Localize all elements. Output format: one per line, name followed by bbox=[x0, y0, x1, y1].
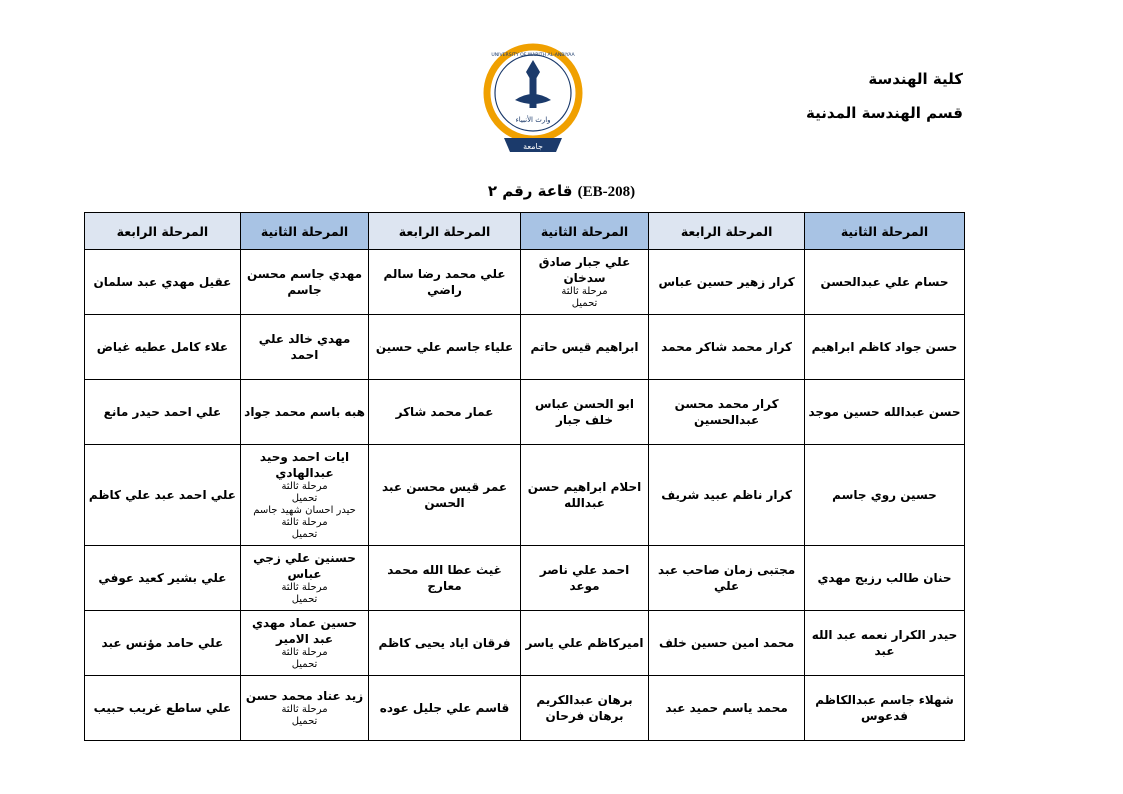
student-name: حسام علي عبدالحسن bbox=[820, 275, 949, 289]
student-name: شهلاء جاسم عبدالكاظم فدعوس bbox=[815, 693, 954, 723]
student-name: احلام ابراهيم حسن عبدالله bbox=[527, 480, 642, 510]
student-name: علي ساطع غريب حبيب bbox=[93, 701, 232, 715]
cell-note: مرحلة ثالثة bbox=[281, 704, 328, 715]
column-header-6: المرحلة الرابعة bbox=[85, 213, 241, 250]
table-cell bbox=[369, 445, 521, 546]
table-cell bbox=[520, 445, 648, 546]
table-cell bbox=[805, 676, 965, 741]
table-row bbox=[85, 546, 965, 611]
table-cell bbox=[805, 611, 965, 676]
table-cell bbox=[649, 676, 805, 741]
table-cell bbox=[369, 546, 521, 611]
table-cell bbox=[649, 611, 805, 676]
table-cell bbox=[649, 546, 805, 611]
student-name: حسن جواد كاظم ابراهيم bbox=[811, 340, 958, 354]
student-name: هبه باسم محمد جواد bbox=[244, 405, 365, 419]
table-row bbox=[85, 611, 965, 676]
cell-note: تحميل bbox=[291, 594, 318, 605]
cell-note: مرحلة ثالثة bbox=[561, 286, 608, 297]
column-header-4: المرحلة الرابعة bbox=[369, 213, 521, 250]
column-header-2: المرحلة الرابعة bbox=[649, 213, 805, 250]
table-cell bbox=[85, 611, 241, 676]
cell-note: مرحلة ثالثة bbox=[281, 481, 328, 492]
college-name: كلية الهندسة bbox=[868, 70, 963, 88]
student-name: زيد عناد محمد حسن bbox=[245, 689, 364, 703]
table-row bbox=[85, 250, 965, 315]
table-cell bbox=[805, 546, 965, 611]
student-name: ابو الحسن عباس خلف جبار bbox=[535, 397, 634, 427]
column-header-1: المرحلة الثانية bbox=[805, 213, 965, 250]
cell-note: تحميل bbox=[291, 529, 318, 540]
table-row bbox=[85, 676, 965, 741]
student-name: احمد علي ناصر موعد bbox=[539, 563, 630, 593]
column-header-3: المرحلة الثانية bbox=[520, 213, 648, 250]
table-cell bbox=[85, 315, 241, 380]
table-cell bbox=[85, 380, 241, 445]
table-cell bbox=[369, 380, 521, 445]
table-cell bbox=[85, 676, 241, 741]
cell-note: تحميل bbox=[291, 493, 318, 504]
student-name: كرار محمد محسن عبدالحسين bbox=[674, 397, 779, 427]
hall-label: قاعة رقم ٢ bbox=[487, 182, 573, 200]
student-name: علياء جاسم علي حسين bbox=[375, 340, 514, 354]
table-cell bbox=[520, 546, 648, 611]
cell-note: حيدر احسان شهيد جاسم bbox=[253, 505, 356, 516]
roster-table-body bbox=[85, 250, 965, 741]
table-cell bbox=[805, 250, 965, 315]
student-name: علي حامد مؤنس عبد bbox=[101, 636, 224, 650]
table-cell bbox=[240, 380, 368, 445]
hall-title bbox=[0, 182, 1123, 201]
table-cell bbox=[240, 546, 368, 611]
table-cell bbox=[369, 676, 521, 741]
hall-code: (EB-208) bbox=[577, 184, 636, 200]
roster-table-wrap bbox=[84, 212, 965, 741]
document-header bbox=[0, 0, 1123, 200]
student-name: مجتبى زمان صاحب عبد علي bbox=[658, 563, 796, 593]
table-cell bbox=[520, 611, 648, 676]
student-name: مهدي خالد علي احمد bbox=[258, 332, 351, 362]
table-cell bbox=[85, 250, 241, 315]
table-cell bbox=[649, 445, 805, 546]
student-name: فرقان اياد يحيى كاظم bbox=[378, 636, 511, 650]
cell-note: تحميل bbox=[291, 716, 318, 727]
table-cell bbox=[649, 315, 805, 380]
cell-note: مرحلة ثالثة bbox=[281, 517, 328, 528]
roster-table bbox=[84, 212, 965, 741]
student-name: عمار محمد شاكر bbox=[395, 405, 494, 419]
student-name: حسن عبدالله حسين موجد bbox=[808, 405, 961, 419]
svg-text:وارث الأنبياء: وارث الأنبياء bbox=[515, 116, 551, 124]
student-name: علاء كامل عطيه غياض bbox=[96, 340, 229, 354]
student-name: علي احمد عبد علي كاظم bbox=[88, 488, 236, 502]
svg-text:UNIVERSITY OF WARITH AL-ANBIYA: UNIVERSITY OF WARITH AL-ANBIYAA bbox=[491, 53, 575, 58]
table-cell bbox=[520, 676, 648, 741]
student-name: كرار محمد شاكر محمد bbox=[661, 340, 793, 354]
table-cell bbox=[805, 315, 965, 380]
table-cell bbox=[805, 445, 965, 546]
student-name: كرار زهير حسين عباس bbox=[658, 275, 795, 289]
table-cell bbox=[805, 380, 965, 445]
student-name: عقيل مهدي عبد سلمان bbox=[93, 275, 232, 289]
table-cell bbox=[649, 250, 805, 315]
table-header-row bbox=[85, 213, 965, 250]
table-row bbox=[85, 315, 965, 380]
table-cell bbox=[85, 546, 241, 611]
student-name: مهدي جاسم محسن جاسم bbox=[246, 267, 363, 297]
student-name: محمد امين حسين خلف bbox=[658, 636, 795, 650]
cell-note: تحميل bbox=[571, 298, 598, 309]
table-row bbox=[85, 445, 965, 546]
student-name: اميركاظم علي ياسر bbox=[525, 636, 644, 650]
student-name: حسين روي جاسم bbox=[832, 488, 937, 502]
table-cell bbox=[240, 445, 368, 546]
student-name: حسين عماد مهدي عبد الامير bbox=[251, 616, 358, 646]
table-cell bbox=[369, 611, 521, 676]
table-cell bbox=[85, 445, 241, 546]
table-cell bbox=[240, 676, 368, 741]
cell-note: مرحلة ثالثة bbox=[281, 647, 328, 658]
cell-note: مرحلة ثالثة bbox=[281, 582, 328, 593]
table-cell bbox=[649, 380, 805, 445]
student-name: حيدر الكرار نعمه عبد الله عبد bbox=[811, 628, 958, 658]
student-name: كرار ناظم عبيد شريف bbox=[661, 488, 792, 502]
cell-note: تحميل bbox=[291, 659, 318, 670]
student-name: علي جبار صادق سدخان bbox=[538, 255, 631, 285]
table-cell bbox=[369, 315, 521, 380]
student-name: علي احمد حيدر مانع bbox=[103, 405, 222, 419]
student-name: حنان طالب رزيج مهدي bbox=[817, 571, 952, 585]
student-name: علي بشير كعيد عوفي bbox=[98, 571, 227, 585]
student-name: غيث عطا الله محمد معارج bbox=[387, 563, 502, 593]
university-logo bbox=[474, 38, 592, 164]
table-cell bbox=[240, 611, 368, 676]
student-name: قاسم علي جليل عوده bbox=[379, 701, 510, 715]
table-row bbox=[85, 380, 965, 445]
table-cell bbox=[520, 250, 648, 315]
column-header-5: المرحلة الثانية bbox=[240, 213, 368, 250]
table-cell bbox=[240, 250, 368, 315]
student-name: محمد ياسم حميد عبد bbox=[665, 701, 788, 715]
college-info bbox=[806, 62, 963, 130]
svg-text:جامعة: جامعة bbox=[523, 142, 543, 151]
student-name: علي محمد رضا سالم راضي bbox=[383, 267, 506, 297]
student-name: برهان عبدالكريم برهان فرحان bbox=[536, 693, 633, 723]
student-name: ابراهيم قيس حاتم bbox=[530, 340, 639, 354]
department-name: قسم الهندسة المدنية bbox=[806, 104, 963, 122]
table-cell bbox=[369, 250, 521, 315]
student-name: حسنين علي زجي عباس bbox=[253, 551, 356, 581]
table-cell bbox=[520, 380, 648, 445]
table-cell bbox=[240, 315, 368, 380]
student-name: ايات احمد وحيد عبدالهادي bbox=[259, 450, 350, 480]
table-cell bbox=[520, 315, 648, 380]
student-name: عمر قيس محسن عبد الحسن bbox=[381, 480, 508, 510]
